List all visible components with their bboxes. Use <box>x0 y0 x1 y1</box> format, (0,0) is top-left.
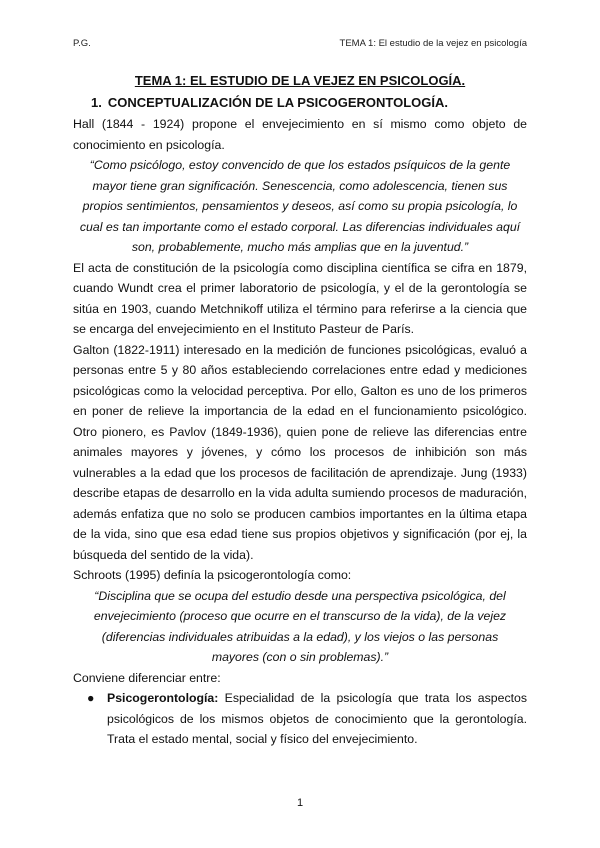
page-title: TEMA 1: EL ESTUDIO DE LA VEJEZ EN PSICOLOGÍA. <box>134 73 466 88</box>
term-label: Psicogerontología: <box>107 691 219 705</box>
definition-list <box>73 688 527 750</box>
section-number: 1. <box>91 95 102 110</box>
paragraph-conviene: Conviene diferenciar entre: <box>73 670 221 685</box>
term-definition: Especialidad de la psicología que trata los aspectos psicológicos de los mismos objetos de conocimiento que la gerontología. Trata el estado mental, social y físico del envejecimiento. <box>107 691 527 746</box>
section-heading <box>91 94 527 112</box>
quote-schroots: “Disciplina que se ocupa del estudio desde una perspectiva psicológica, del envejecimiento (proceso que ocurre en el transcurso de la vida), de la vejez (diferencias individuales atribuidas a la edad), y los viejos o las personas mayores (con o sin problemas).” <box>93 588 507 664</box>
list-item <box>73 688 527 750</box>
document-body <box>73 72 527 750</box>
quote-hall: “Como psicólogo, estoy convencido de que los estados psíquicos de la gente mayor tiene gran significación. Senescencia, como adolescencia, tienen sus propios sentimientos, pensamientos y deseos, así como su propia psicología, lo cual es tan importante como el estado corporal. Las diferencias individuales aquí son, probablemente, mucho más amplias que en la juventud.” <box>79 158 521 254</box>
paragraph-schroots: Schroots (1995) definía la psicogerontología como: <box>73 568 352 582</box>
paragraph-galton: Galton (1822-1911) interesado en la medición de funciones psicológicas, evaluó a personas entre 5 y 80 años estableciendo correlaciones entre edad y mediciones psicológicas como la velocidad perceptiva. Por ello, Galton es uno de los primeros en poner de relieve la importancia de la edad en el funcionamiento psicológico. Otro pionero, es Pavlov (1849-1936), quien pone de relieve las diferencias entre animales mayores y jóvenes, y cómo los procesos de inhibición son más vulnerables a la edad que los procesos de facilitación de aprendizaje. Jung (1933) describe etapas de desarrollo en la vida adulta sumiendo procesos de maduración, además enfatiza que no solo se producen cambios importantes en la última etapa de la vida, sino que esa edad tiene sus propios objetivos y significación (por ej, la búsqueda del sentido de la vida). <box>73 342 527 562</box>
page-number: 1 <box>296 797 304 809</box>
header-left: P.G. <box>73 38 91 49</box>
bullet-icon: ● <box>87 691 95 705</box>
section-title: CONCEPTUALIZACIÓN DE LA PSICOGERONTOLOGÍA. <box>107 95 449 110</box>
paragraph-wundt: El acta de constitución de la psicología como disciplina científica se cifra en 1879, cuando Wundt crea el primer laboratorio de psicología, y el de la gerontología se sitúa en 1903, cuando Metchnikoff utiliza el término para referirse a la ciencia que se encarga del envejecimiento en el Instituto Pasteur de París. <box>73 260 527 336</box>
header-right: TEMA 1: El estudio de la vejez en psicología <box>339 38 527 49</box>
paragraph-hall: Hall (1844 - 1924) propone el envejecimiento en sí mismo como objeto de conocimiento en psicología. <box>73 117 527 152</box>
